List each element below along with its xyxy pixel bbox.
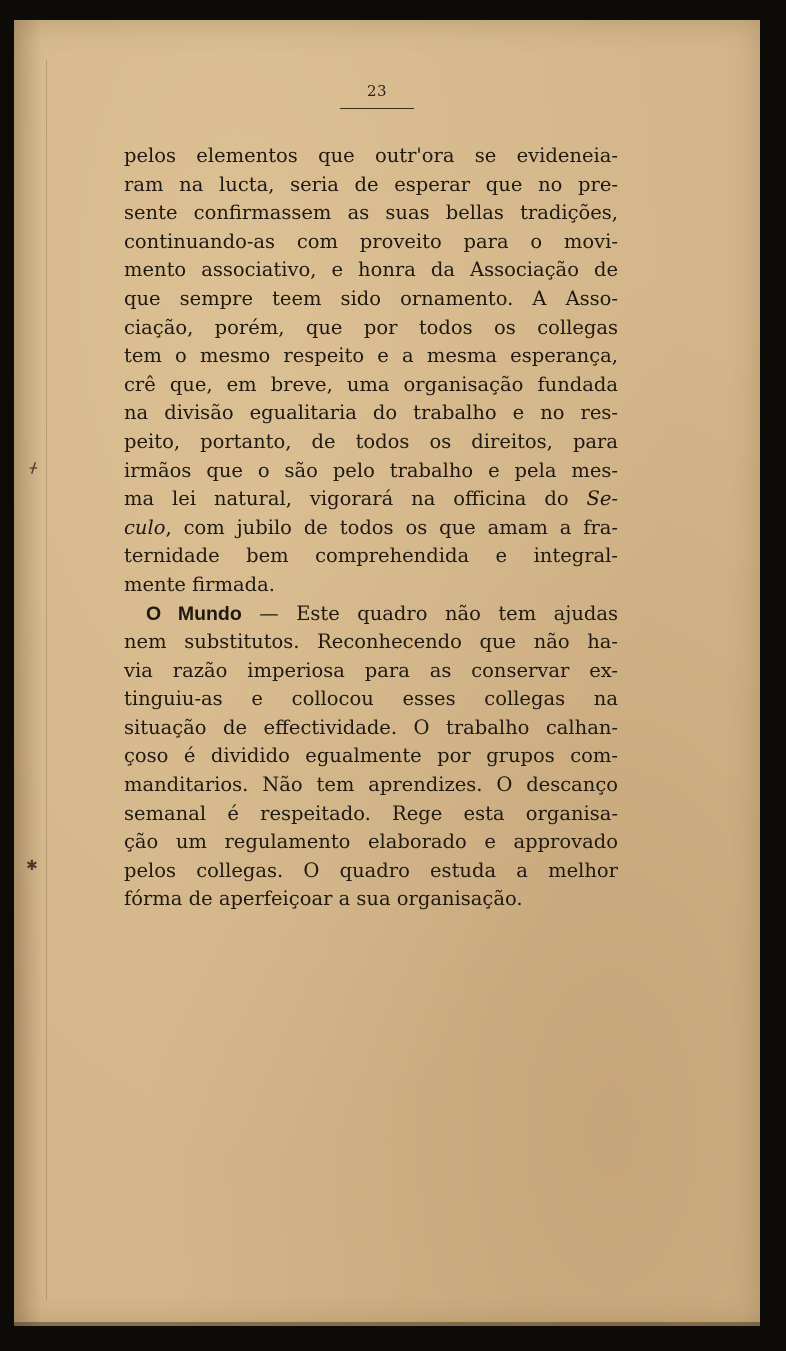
text-segment: , com jubilo de todos os que amam a fra-: [165, 515, 618, 539]
text-line: pelos elementos que outr'ora se evideneia-: [124, 144, 618, 167]
text-line: situação de effectividade. O trabalho calhan-: [124, 715, 618, 739]
text-line: que sempre teem sido ornamento. A Asso-: [124, 286, 618, 310]
italic-word: culo: [124, 515, 166, 539]
text-line: nem substitutos. Reconhecendo que não ha-: [124, 630, 618, 654]
text-line: sente confirmassem as suas bellas tradições,: [124, 201, 618, 225]
paragraph-heading-line: [124, 600, 618, 629]
text-line: ção um regulamento elaborado e approvado: [124, 830, 618, 854]
text-line: na divisão egualitaria do trabalho e no res-: [124, 401, 618, 425]
text-line: çoso é dividido egualmente por grupos com-: [124, 744, 618, 768]
text-line: manditarios. Não tem aprendizes. O descanço: [124, 773, 618, 797]
section-heading: O Mundo: [146, 602, 242, 625]
text-line: tinguiu-as e collocou esses collegas na: [124, 687, 618, 711]
italic-word: Se-: [586, 487, 618, 511]
text-line: ciação, porém, que por todos os collegas: [124, 315, 618, 339]
text-line: fórma de aperfeiçoar a sua organisação.: [124, 887, 523, 911]
heading-dash: —: [241, 601, 297, 625]
text-line-with-italic: [124, 485, 618, 514]
text-line-with-italic: [124, 514, 618, 543]
text-line: crê que, em breve, uma organisação fundada: [124, 372, 618, 396]
margin-mark: ✱: [26, 858, 38, 874]
text-line: ternidade bem comprehendida e integral-: [124, 544, 618, 568]
text-line: ram na lucta, seria de esperar que no pre-: [124, 172, 618, 196]
text-line: mento associativo, e honra da Associação de: [124, 258, 618, 282]
text-line: via razão imperiosa para as conservar ex-: [124, 658, 618, 682]
text-line: tem o mesmo respeito e a mesma esperança,: [124, 344, 618, 368]
text-line: continuando-as com proveito para o movi-: [124, 229, 618, 253]
page-number-rule: [340, 108, 414, 109]
text-segment: ma lei natural, vigorará na officina do: [124, 487, 569, 511]
page-bottom-edge: [14, 1322, 760, 1326]
page-number: 23: [366, 82, 388, 100]
margin-mark: ᚋ: [30, 460, 37, 476]
text-line: pelos collegas. O quadro estuda a melhor: [124, 858, 618, 882]
text-segment: Este quadro não tem ajudas: [296, 601, 619, 625]
book-page: [14, 20, 760, 1326]
text-line: peito, portanto, de todos os direitos, para: [124, 429, 618, 453]
text-line: semanal é respeitado. Rege esta organisa-: [124, 801, 618, 825]
body-text: [124, 142, 618, 914]
text-line: irmãos que o são pelo trabalho e pela mes-: [124, 458, 618, 482]
page-fold-line: [46, 60, 47, 1300]
text-line: mente firmada.: [124, 572, 275, 596]
